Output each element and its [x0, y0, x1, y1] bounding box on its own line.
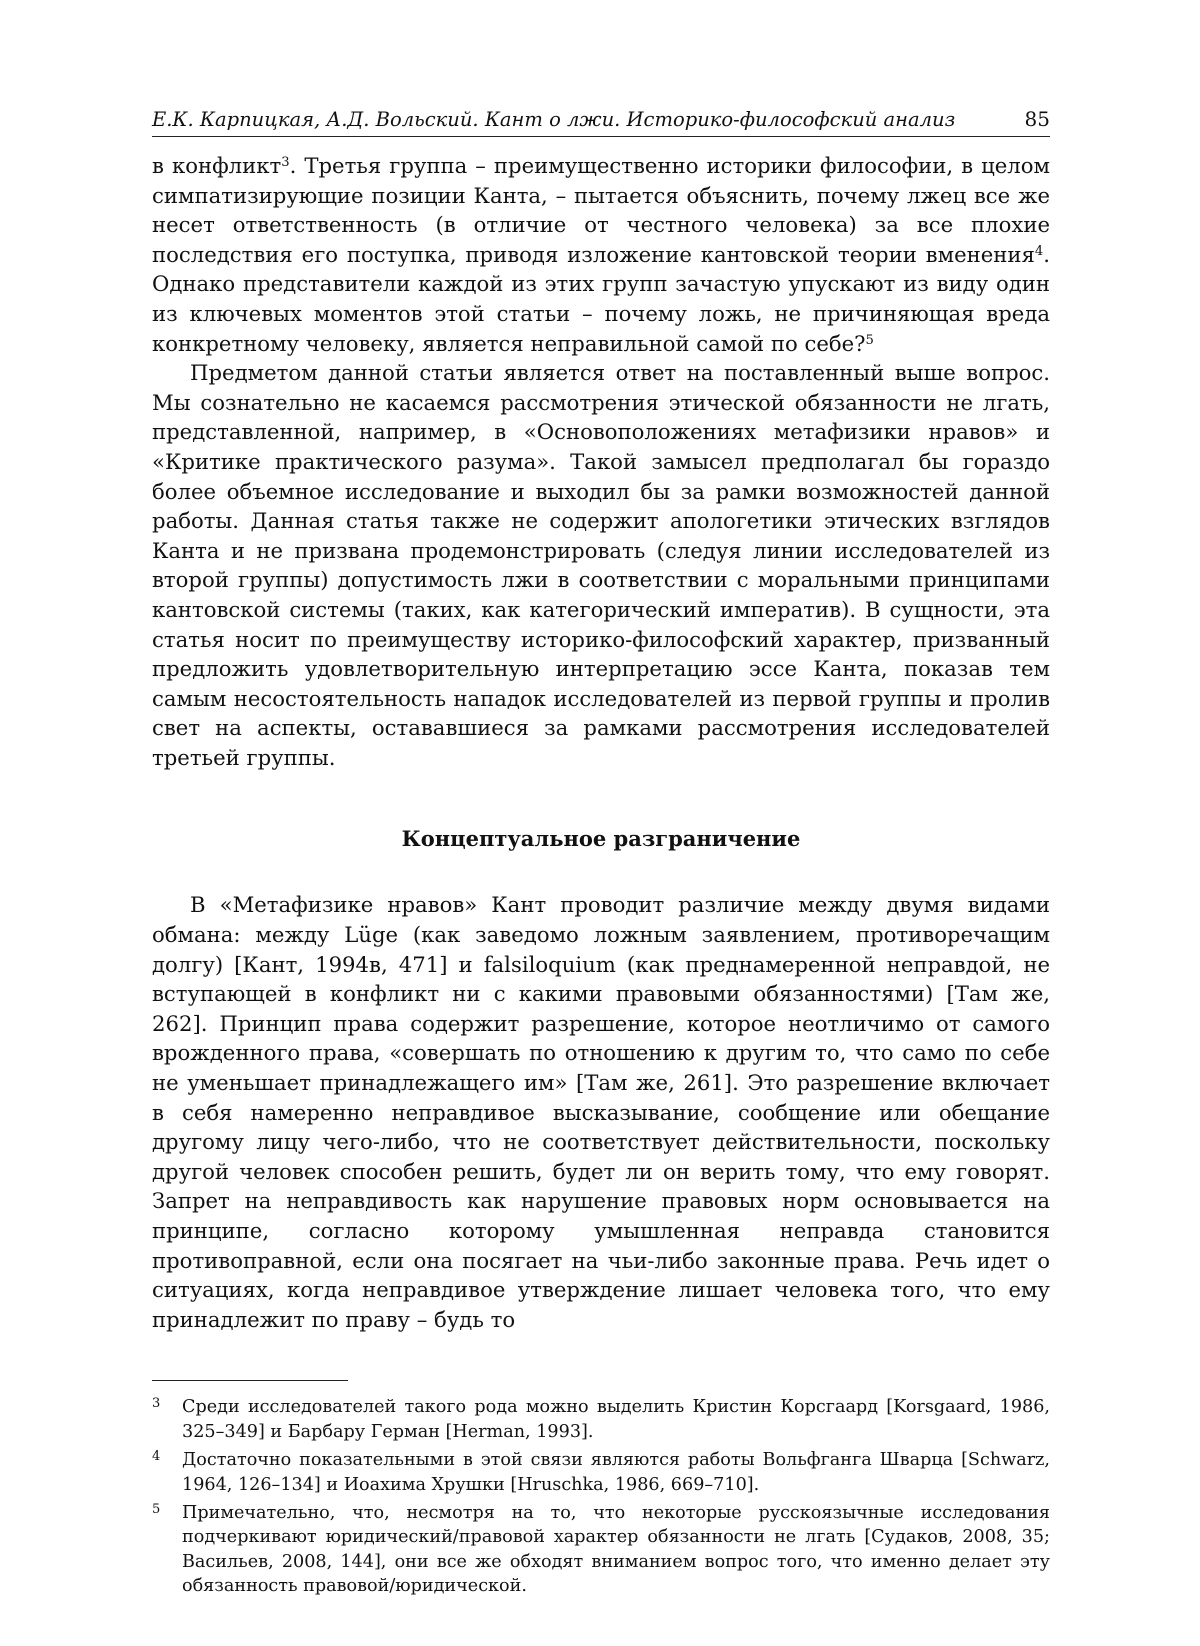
paragraph-continued	[152, 151, 1050, 358]
footnotes	[152, 1395, 1050, 1598]
footnote-divider	[152, 1380, 348, 1381]
footnote-number: 3	[152, 1396, 161, 1412]
paragraph: В «Метафизике нравов» Кант проводит различие между двумя видами обмана: между Lüge (как заведомо ложным заявлением, противоречащим долгу) [Кант, 1994в, 471] и falsiloquium (как преднамеренной неправдой, не вступающей в конфликт ни с какими правовыми обязанностями) [Там же, 262]. Принцип права содержит разрешение, которое неотличимо от самого врожденного права, «совершать по отношению к другим то, что само по себе не уменьшает принадлежащего им» [Там же, 261]. Это разрешение включает в себя намеренно неправдивое высказывание, сообщение или обещание другому лицу чего-либо, что не соответствует действительности, поскольку другой человек способен решить, будет ли он верить тому, что ему говорят. Запрет на неправдивость как нарушение правовых норм основывается на принципе, согласно которому умышленная неправда становится противоправной, если она посягает на чьи-либо законные права. Речь идет о ситуациях, когда неправдивое утверждение лишает человека того, что ему принадлежит по праву – будь то	[152, 892, 1050, 1332]
page-number: 85	[1024, 107, 1050, 131]
paragraph-text: . Однако представители каждой из этих групп зачастую упускают из виду один из ключевых моментов этой статьи – почему ложь, не причиняющая вреда конкретному человеку, является неправильной самой по себе?	[152, 241, 1050, 356]
footnote-number: 5	[152, 1502, 161, 1517]
journal-page	[152, 106, 1050, 1603]
running-head-title: Е.К. Карпицкая, А.Д. Вольский. Кант о лжи. Историко-философский анализ	[152, 108, 956, 131]
paragraph-text: . Третья группа – преимущественно историки философии, в целом симпатизирующие позиции Канта, – пытается объяснить, почему лжец все же несет ответственность (в отличие от честного человека) за все плохие последствия его поступка, приводя изложение кантовской теории вменения	[152, 153, 1050, 267]
running-head	[152, 106, 1050, 137]
footnote-text: Достаточно показательными в этой связи являются работы Вольфганга Шварца [Schwarz, 1964, 126–134] и Иоахима Хрушки [Hruschka, 1986, 669–710].	[182, 1450, 1050, 1495]
footnote-ref: 5	[865, 332, 874, 348]
footnote-text: Среди исследователей такого рода можно выделить Кристин Корсгаард [Korsgaard, 1986, 325–349] и Барбару Герман [Herman, 1993].	[182, 1397, 1050, 1442]
footnote-ref: 4	[1034, 243, 1044, 259]
footnote	[152, 1501, 1050, 1599]
footnote	[152, 1448, 1050, 1497]
footnote-ref: 3	[281, 154, 290, 170]
footnote-number: 4	[152, 1449, 161, 1465]
paragraph: Предметом данной статьи является ответ на поставленный выше вопрос. Мы сознательно не касаемся рассмотрения этической обязанности не лгать, представленной, например, в «Основоположениях метафизики нравов» и «Критике практического разума». Такой замысел предполагал бы гораздо более объемное исследование и выходил бы за рамки возможностей данной работы. Данная статья также не содержит апологетики этических взглядов Канта и не призвана продемонстрировать (следуя линии исследователей из второй группы) допустимость лжи в соответствии с моральными принципами кантовской системы (таких, как категорический императив). В сущности, эта статья носит по преимуществу историко-философский характер, призванный предложить удовлетворительную интерпретацию эссе Канта, показав тем самым несостоятельность нападок исследователей из первой группы и пролив свет на аспекты, остававшиеся за рамками рассмотрения исследователей третьей группы.	[152, 360, 1050, 770]
footnote	[152, 1395, 1050, 1444]
section-title: Концептуальное разграничение	[401, 826, 801, 852]
body-text	[152, 151, 1050, 1334]
paragraph-text: в конфликт	[152, 153, 282, 178]
footnote-text: Примечательно, что, несмотря на то, что некоторые русскоязычные исследования подчеркивают юридический/правовой характер обязанности не лгать [Судаков, 2008, 35; Васильев, 2008, 144], они все же обходят вниманием вопрос того, что именно делает эту обязанность правовой/юридической.	[182, 1503, 1050, 1597]
